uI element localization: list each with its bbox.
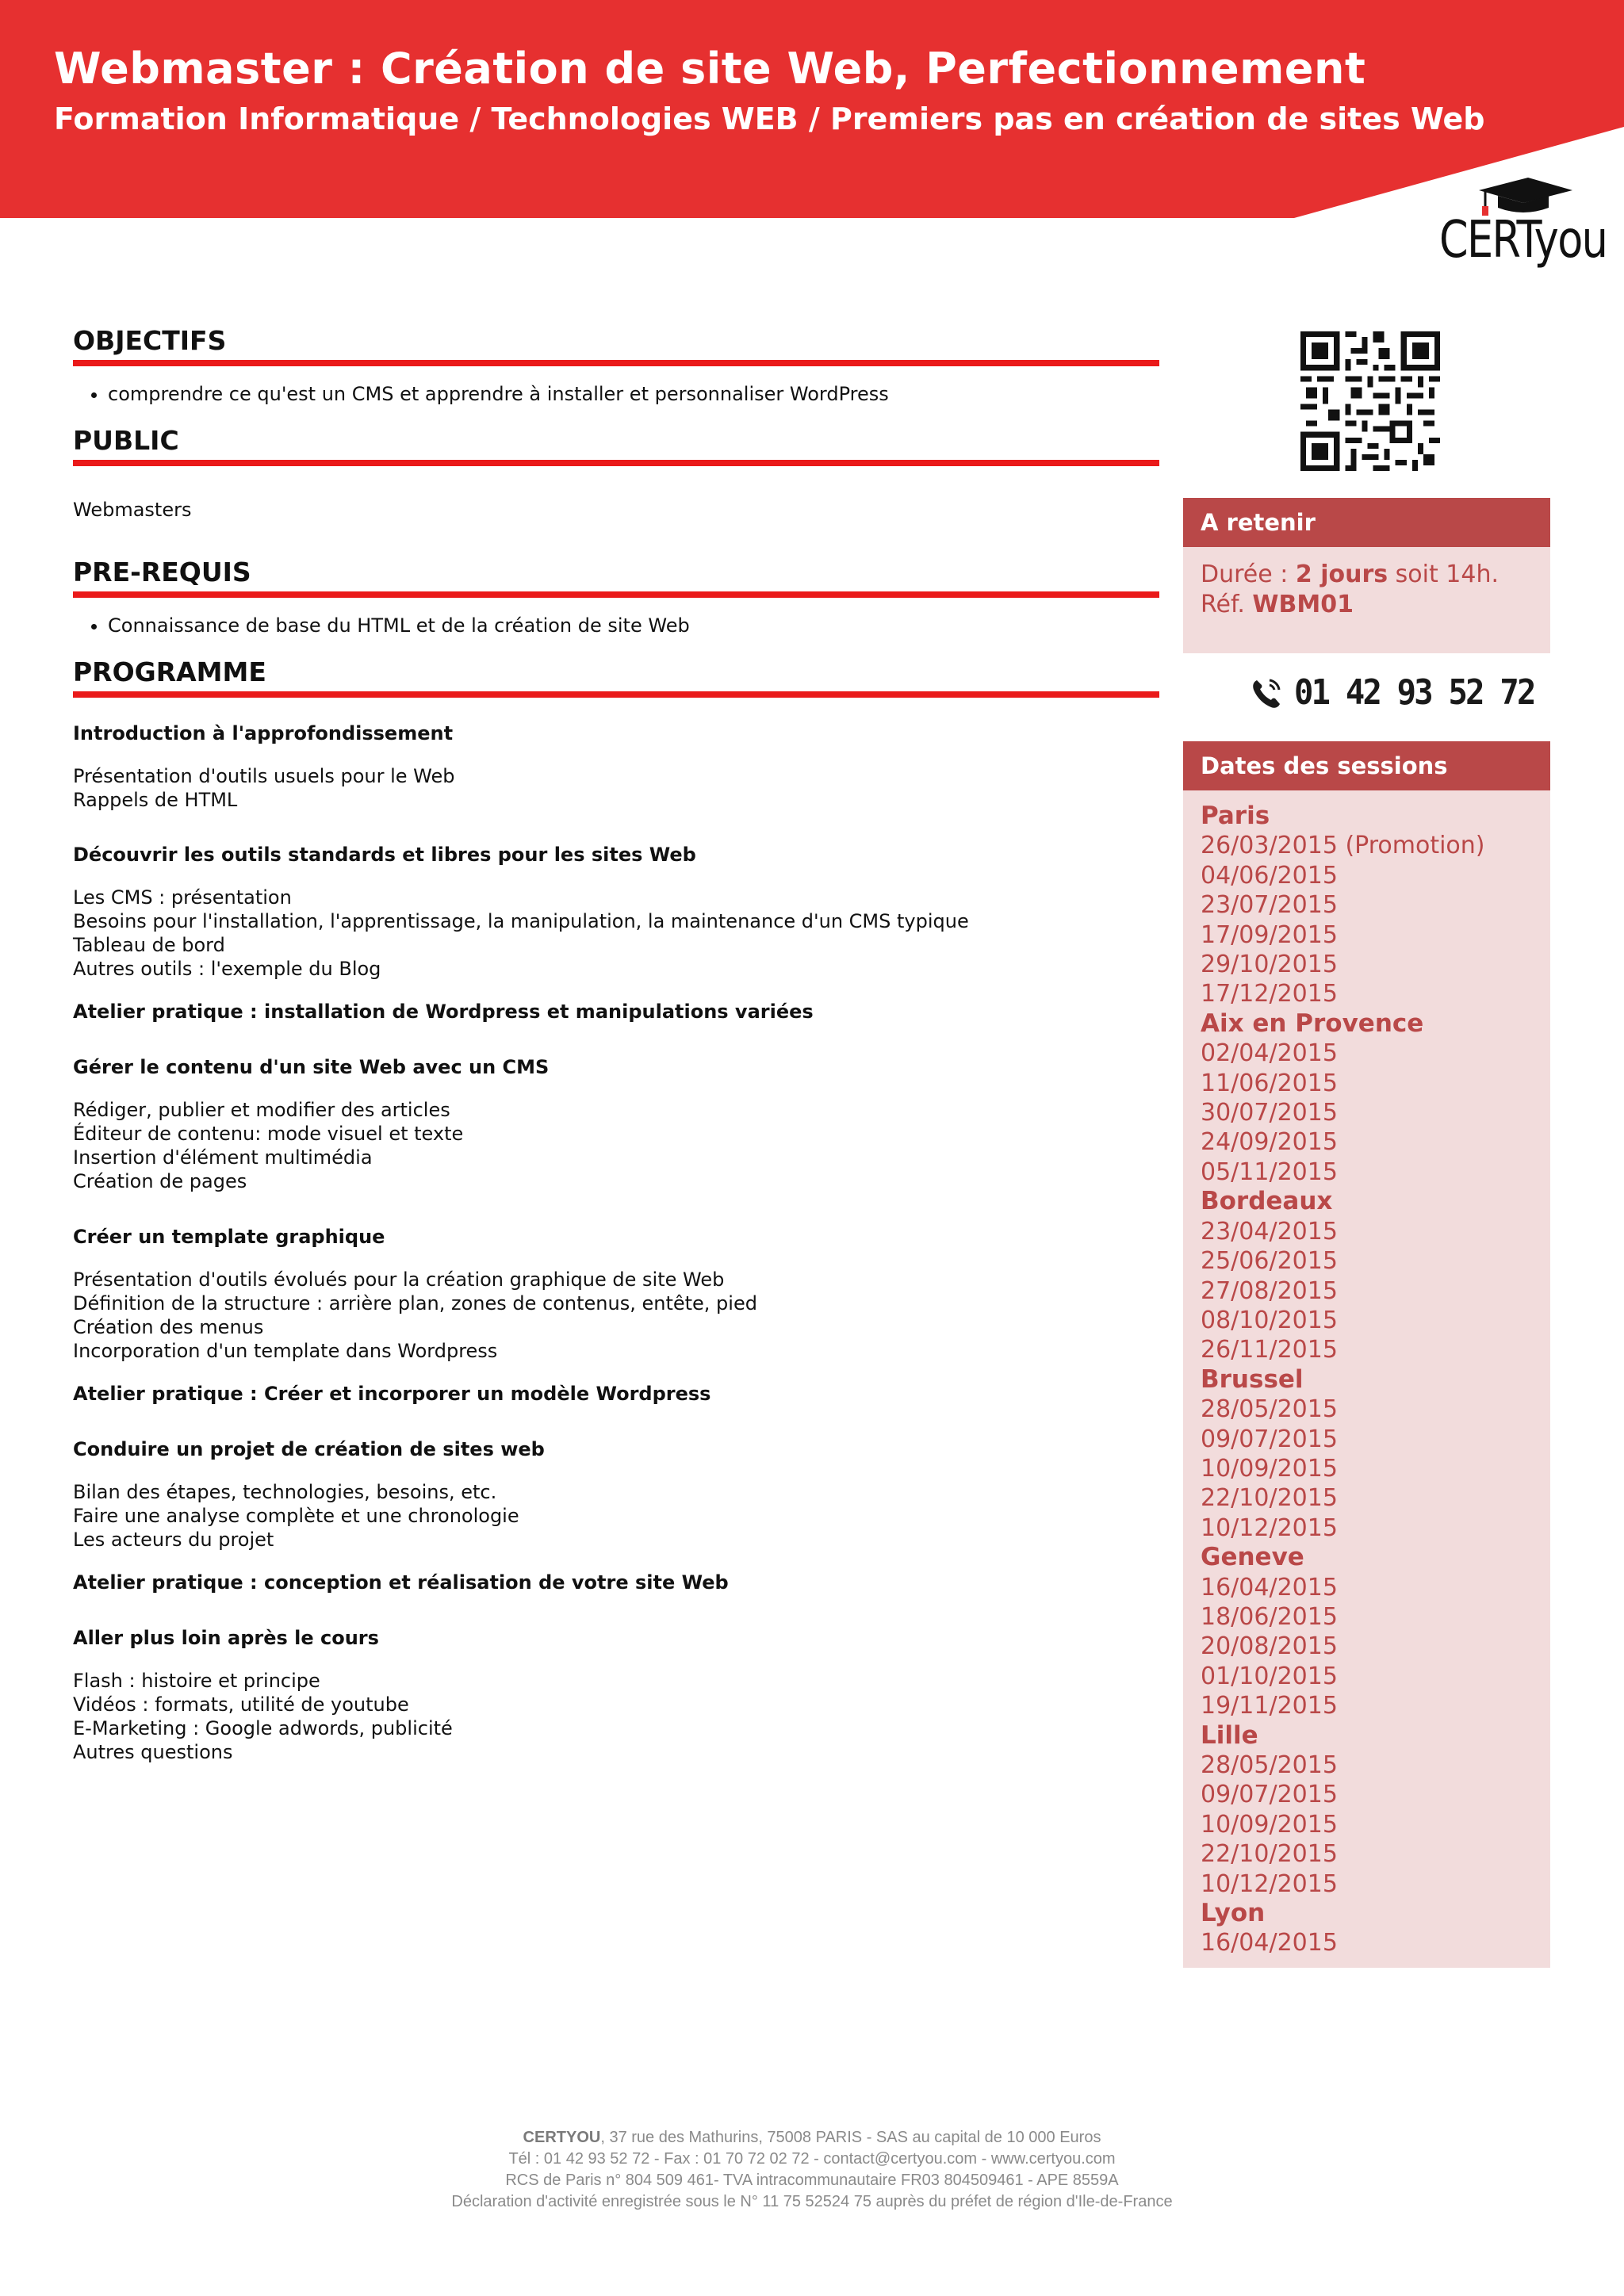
session-date[interactable]: 05/11/2015	[1201, 1158, 1338, 1186]
programme-line: Incorporation d'un template dans Wordpress	[73, 1340, 498, 1362]
page-footer	[0, 2127, 1624, 2213]
footer-line-3: RCS de Paris n° 804 509 461- TVA intracommunautaire FR03 804509461 - APE 8559A	[505, 2172, 1119, 2189]
programme-heading: Conduire un projet de création de sites web	[73, 1438, 545, 1460]
session-city: Lille	[1201, 1720, 1258, 1750]
session-date[interactable]: 10/09/2015	[1201, 1454, 1338, 1483]
session-city: Paris	[1201, 802, 1270, 830]
session-date[interactable]: 22/10/2015	[1201, 1840, 1338, 1869]
session-date[interactable]: 02/04/2015	[1201, 1039, 1338, 1068]
footer-line-4: Déclaration d'activité enregistrée sous le N° 11 75 52524 75 auprès du préfet de région d'Ile-de-France	[451, 2193, 1173, 2210]
sessions-header: Dates des sessions	[1183, 741, 1550, 790]
session-date[interactable]: 26/11/2015	[1201, 1336, 1338, 1364]
session-date[interactable]: 23/04/2015	[1201, 1217, 1338, 1246]
programme-line: Tableau de bord	[73, 934, 225, 956]
ref-line	[1201, 590, 1550, 620]
programme-heading: Atelier pratique : conception et réalisation de votre site Web	[73, 1571, 729, 1594]
programme-line: Les CMS : présentation	[73, 886, 292, 909]
session-date[interactable]: 24/09/2015	[1201, 1128, 1338, 1157]
programme-line: Les acteurs du projet	[73, 1529, 274, 1551]
programme-line: Éditeur de contenu: mode visuel et texte	[73, 1123, 464, 1145]
session-date[interactable]: 01/10/2015	[1201, 1662, 1338, 1690]
programme-heading: Découvrir les outils standards et libres pour les sites Web	[73, 844, 696, 866]
graduation-cap-icon	[1471, 176, 1574, 216]
public-title: PUBLIC	[73, 425, 1159, 466]
session-date[interactable]: 29/10/2015	[1201, 951, 1338, 979]
programme-line: Faire une analyse complète et une chronologie	[73, 1505, 519, 1527]
programme-line: E-Marketing : Google adwords, publicité	[73, 1717, 453, 1739]
duree-line	[1201, 560, 1550, 590]
programme-lines	[73, 1480, 1159, 1552]
programme-line: Bilan des étapes, technologies, besoins, etc.	[73, 1481, 497, 1503]
session-date[interactable]: 23/07/2015	[1201, 891, 1338, 920]
session-date[interactable]: 11/06/2015	[1201, 1069, 1338, 1097]
session-date[interactable]: 10/12/2015	[1201, 1869, 1338, 1898]
qr-code[interactable]	[1300, 331, 1440, 471]
programme-lines	[73, 1669, 1159, 1764]
sessions-box	[1183, 790, 1550, 1968]
duree-label: Durée :	[1201, 561, 1296, 588]
session-city: Brussel	[1201, 1364, 1304, 1394]
certyou-logo	[1439, 176, 1606, 279]
public-text: Webmasters	[73, 499, 192, 521]
programme-heading: Gérer le contenu d'un site Web avec un CMS	[73, 1056, 550, 1078]
ref-label: Réf.	[1201, 591, 1253, 618]
retenir-header: A retenir	[1183, 498, 1550, 547]
footer-company: CERTYOU	[523, 2129, 601, 2146]
objectifs-title: OBJECTIFS	[73, 325, 1159, 366]
programme-heading: Introduction à l'approfondissement	[73, 722, 454, 744]
programme-lines	[73, 1098, 1159, 1193]
retenir-box	[1183, 547, 1550, 653]
prerequis-list	[73, 612, 1159, 639]
programme-heading: Créer un template graphique	[73, 1226, 385, 1248]
session-date[interactable]: 28/05/2015	[1201, 1751, 1338, 1779]
programme-line: Besoins pour l'installation, l'apprentissage, la manipulation, la maintenance d'un CMS typique	[73, 910, 969, 932]
duree-suffix: soit 14h.	[1388, 561, 1500, 588]
programme-heading: Aller plus loin après le cours	[73, 1627, 379, 1649]
programme-title: PROGRAMME	[73, 656, 1159, 698]
programme-line: Flash : histoire et principe	[73, 1670, 320, 1692]
session-city: Bordeaux	[1201, 1187, 1333, 1216]
programme-lines	[73, 886, 1159, 981]
session-date[interactable]: 20/08/2015	[1201, 1632, 1338, 1661]
session-city: Geneve	[1201, 1543, 1304, 1572]
phone-block[interactable]	[1249, 672, 1555, 720]
session-date[interactable]: 28/05/2015	[1201, 1395, 1338, 1424]
session-date[interactable]: 30/07/2015	[1201, 1099, 1338, 1127]
session-date[interactable]: 19/11/2015	[1201, 1692, 1338, 1720]
programme-line: Présentation d'outils évolués pour la création graphique de site Web	[73, 1269, 725, 1291]
session-city: Lyon	[1201, 1899, 1266, 1928]
programme-line: Rédiger, publier et modifier des articles	[73, 1099, 450, 1121]
session-date[interactable]: 16/04/2015	[1201, 1573, 1338, 1601]
session-date[interactable]: 22/10/2015	[1201, 1484, 1338, 1513]
programme-line: Définition de la structure : arrière plan, zones de contenus, entête, pied	[73, 1292, 757, 1314]
list-item: • Connaissance de base du HTML et de la création de site Web	[108, 612, 1159, 639]
programme-line: Création des menus	[73, 1316, 264, 1338]
objectifs-list	[73, 381, 1159, 408]
programme-line: Autres questions	[73, 1741, 233, 1763]
session-date[interactable]: 17/09/2015	[1201, 920, 1338, 949]
programme-line: Rappels de HTML	[73, 789, 238, 811]
list-item: • comprendre ce qu'est un CMS et apprendre à installer et personnaliser WordPress	[108, 381, 1159, 408]
programme-line: Autres outils : l'exemple du Blog	[73, 958, 381, 980]
duree-value: 2 jours	[1295, 561, 1388, 588]
programme-line: Insertion d'élément multimédia	[73, 1146, 373, 1169]
session-date[interactable]: 09/07/2015	[1201, 1781, 1338, 1809]
footer-line-2: Tél : 01 42 93 52 72 - Fax : 01 70 72 02 72 - contact@certyou.com - www.certyou.com	[508, 2150, 1116, 2168]
main-content	[73, 325, 1159, 1764]
programme-lines	[73, 764, 1159, 812]
session-date[interactable]: 10/09/2015	[1201, 1810, 1338, 1839]
logo-text-main: CERT	[1439, 211, 1534, 270]
page-subtitle: Formation Informatique / Technologies WEB / Premiers pas en création de sites Web	[54, 101, 1485, 136]
programme-heading: Atelier pratique : installation de Wordpress et manipulations variées	[73, 1001, 814, 1023]
session-date[interactable]: 09/07/2015	[1201, 1425, 1338, 1453]
ref-value: WBM01	[1252, 591, 1354, 618]
page-title: Webmaster : Création de site Web, Perfectionnement	[54, 44, 1366, 94]
programme-line: Création de pages	[73, 1170, 247, 1192]
prerequis-title: PRE-REQUIS	[73, 557, 1159, 598]
programme-content	[73, 721, 1159, 1764]
programme-line: Vidéos : formats, utilité de youtube	[73, 1693, 409, 1716]
logo-wordmark	[1439, 211, 1607, 270]
session-date[interactable]: 10/12/2015	[1201, 1513, 1338, 1542]
phone-icon	[1249, 675, 1284, 710]
phone-number: 01 42 93 52 72	[1294, 672, 1534, 713]
session-city: Aix en Provence	[1201, 1008, 1424, 1038]
session-date[interactable]: 26/03/2015 (Promotion)	[1201, 832, 1485, 860]
session-date[interactable]: 04/06/2015	[1201, 861, 1338, 890]
footer-line-1	[0, 2127, 1624, 2149]
session-date[interactable]: 25/06/2015	[1201, 1247, 1338, 1276]
programme-line: Présentation d'outils usuels pour le Web	[73, 765, 455, 787]
session-date[interactable]: 27/08/2015	[1201, 1276, 1338, 1305]
programme-heading: Atelier pratique : Créer et incorporer un modèle Wordpress	[73, 1383, 711, 1405]
session-date[interactable]: 16/04/2015	[1201, 1929, 1338, 1957]
programme-lines	[73, 1268, 1159, 1363]
logo-text-suffix: you	[1534, 211, 1607, 270]
footer-address: , 37 rue des Mathurins, 75008 PARIS - SAS au capital de 10 000 Euros	[600, 2129, 1101, 2146]
session-date[interactable]: 08/10/2015	[1201, 1306, 1338, 1334]
session-date[interactable]: 18/06/2015	[1201, 1602, 1338, 1631]
session-date[interactable]: 17/12/2015	[1201, 980, 1338, 1008]
